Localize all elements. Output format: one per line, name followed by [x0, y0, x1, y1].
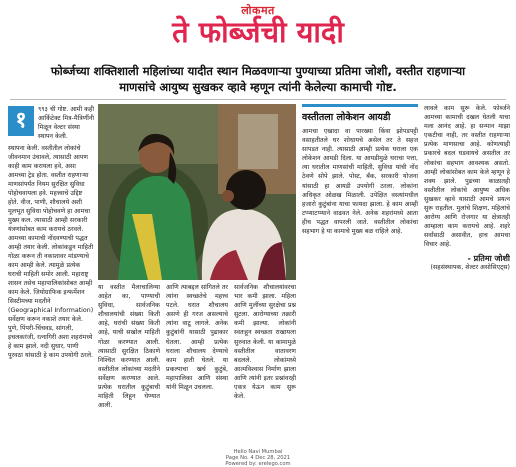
- article-column-right: [424, 104, 510, 449]
- newspaper-masthead: लोकमत: [241, 4, 275, 17]
- header-divider: [10, 99, 506, 100]
- article-column-2: आणि त्याबद्दल सांगितले तर त्यांना स्वच्छतेचे महत्त्व पटले. घरात शौचालय असणे ही गरज असल्याचे त्यांना वाटू लागले. अनेक कुटुंबांनी यासाठी पुढाकार घेतला. आम्ही प्रत्येक घराला शौचालय देण्याचे काम हाती घेतले. या प्रकल्पाचा खर्च कुटुंबे, महापालिका आणि संस्था यांनी मिळून उचलला.: [166, 284, 228, 392]
- page-footer: [0, 449, 516, 467]
- article-column-1: या वस्तीत मैलाचालिन्या आहेत का, पाण्याची सुविधा, सार्वजनिक शौचालयांची संख्या किती आहे, घरांची संख्या किती आहे, याची सखोल माहिती गोळा करण्यात आली. त्यासाठी सुरक्षित ठिकाणे निश्चित करण्यात आली. वस्तीतील लोकांच्या मदतीने सर्वेक्षण करण्यात आले. प्रत्येक घरातील कुटुंबाची माहिती लिहून घेण्यात आली.: [98, 284, 160, 410]
- footer-edition: Hello Navi Mumbai: [233, 449, 283, 455]
- page-subhead: फोर्ब्जच्या शक्तिशाली महिलांच्या यादीत स्थान मिळवणाऱ्या पुण्याच्या प्रतिमा जोशी, वस्तीत राहणाऱ्या माणसांचे आयुष्य सुखकर व्हावे म्हणून त्यांनी केलेल्या कामाची गोष्ट.: [50, 64, 466, 94]
- footer-powered-by: Powered by: erelego.com: [225, 461, 291, 467]
- author-signature: - प्रतिमा जोशी: [467, 253, 510, 263]
- sidebar-box-body: आमचा एखादा वा पारख्या किंवा झोपडपट्टी वसाहतीतले घर शोधायचे असेल तर ते सहज सापडत नाही. त्यासाठी आम्ही प्रत्येक घराला एक लोकेशन आयडी दिला. या आयडीमुळे घराचा पत्ता, त्या घरातील माणसांची माहिती, सुविधा यांची नोंद ठेवणे सोपे झाले. पोस्ट, बँक, सरकारी योजना यांसाठी हा आयडी उपयोगी ठरला. लोकांना अधिकृत ओळख मिळाली. उपेक्षित वस्त्यांमधील हजारो कुटुंबांना याचा फायदा झाला. हे काम आम्ही टप्प्याटप्प्याने वाढवत नेले. अनेक शहरांमध्ये आता हीच पद्धत वापरली जाते. वस्तीतील लोकांचा सहभाग हे या कामाचे मुख्य बळ राहिले आहे.: [302, 128, 418, 236]
- page-headline: ते फोर्ब्जची यादी: [172, 15, 344, 49]
- intro-text-top: ९९३ ची गोष्ट. आमी कही आर्किटेक्ट मित्र-मैत्रिणींनी मिळून वेल्टर संस्था स्थापन केली.: [38, 106, 94, 140]
- author-designation: (सहसंस्थापक, शेल्टर असोसिएट्स): [430, 263, 510, 271]
- sidebar-box: [302, 104, 418, 449]
- sidebar-box-title: वस्तीतला लोकेशन आयडी: [302, 112, 391, 123]
- intro-text: स्थापना केली. वस्तीतील लोकांचे जीवनमान उंचावले, त्यासाठी आपण काही काम करायला हवे, असा आमच्या ट्रेड होता. वस्तीत राहणाऱ्या माणसांपर्यंत नियम सुरक्षित सुविधा पोहोचवायला हवे. महत्त्वाचे उद्दिष्ट होते. वीज, पाणी, शौचालये अशी मूलभूत सुविधा पोहोचवणे हा आमचा मुख्य कल. त्यासाठी आम्ही सरकारी यंत्रणांसोबत काम करायचे ठरवले. आमच्या कामाची नोंदवण्याची पद्धत आम्ही तयार केली. लोकांकडून माहिती गोळा करून ती नकाशावर मांडण्याचे काम आम्ही केले. त्यामुळे प्रत्येक घराची माहिती समोर आली. महाराष्ट्र शासन तसेच महापालिकांसोबत आम्ही काम केले. जियोग्राफिक इन्फर्मेशन सिस्टीमच्या मदतीने (Geographical Information) सर्वेक्षण करून नकाशे तयार केले. पुणे, पिंपरी-चिंचवड, सांगली, इचलकरंजी, रत्नागिरी अशा शहरांमध्ये हे काम झाले. नदी सुधार, पाणी पुरवठा यांसाठी हे काम उपयोगी ठरले.: [8, 145, 94, 359]
- article-photo: [98, 104, 296, 280]
- section-numeral: १: [8, 106, 34, 136]
- article-column-3: सार्वजनिक शौचालयांवरचा भार कमी झाला. महिला आणि मुलींच्या सुरक्षेचा प्रश्न सुटला. आरोग्याच्या तक्रारी कमी झाल्या. लोकांनी स्वतःहून स्वच्छता राखायला सुरुवात केली. या कामामुळे वस्तीतील वातावरण बदलले. लोकांमध्ये आत्मविश्वास निर्माण झाला आणि त्यांनी इतर प्रश्नांवरही एकत्र येऊन काम सुरू केले.: [234, 284, 296, 401]
- footer-page-date: Page No. 4 Dec 28, 2021: [225, 455, 291, 461]
- right-column-body: लावले काम सुरू केले. फोर्ब्जने आमच्या कामाची दखल घेतली याचा मला आनंद आहे. हा सन्मान माझा एकटीचा नाही, तर वस्तीत राहणाऱ्या प्रत्येक माणसाचा आहे. कोणत्याही प्रकारचे बदल घडवायचे असतील तर लोकांचा सहभाग आवश्यक असतो. आम्ही लोकांसोबत काम केले म्हणून हे शक्य झाले. पुढच्या काळातही वस्तीतील लोकांचे आयुष्य अधिक सुखकर व्हावे यासाठी आमचे प्रयत्न सुरू राहतील. मुलांचे शिक्षण, महिलांचे आरोग्य आणि रोजगार या क्षेत्रातही आम्हाला काम करायचे आहे. शहरे सर्वांसाठी असावीत, हाच आमचा विचार आहे.: [424, 105, 510, 249]
- photo-illustration: [98, 104, 296, 280]
